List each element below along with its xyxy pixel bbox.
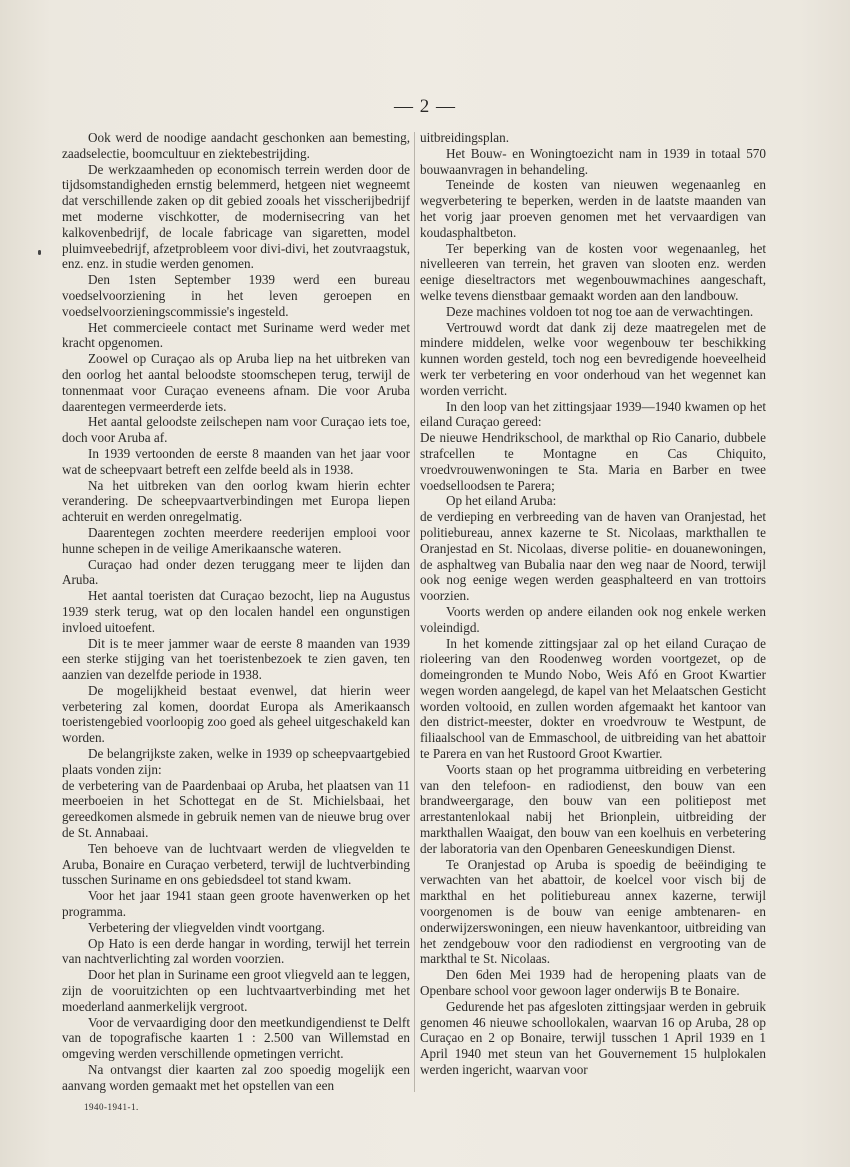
- paragraph: In 1939 vertoonden de eerste 8 maanden van het jaar voor wat de scheepvaart betreft een zelfde beeld als in 1938.: [62, 445, 410, 477]
- paragraph: Daarentegen zochten meerdere reederijen emplooi voor hunne schepen in de veilige Amerikaansche wateren.: [62, 524, 410, 556]
- paragraph: Ten behoeve van de luchtvaart werden de vliegvelden te Aruba, Bonaire en Curaçao verbeterd, terwijl de luchtverbinding tusschen Suriname en ons gebiedsdeel tot stand kwam.: [62, 840, 410, 888]
- paragraph: Den 1sten September 1939 werd een bureau voedselvoorziening in het leven geroepen en voedselvoorzieningscommissie's ingesteld.: [62, 272, 410, 319]
- paragraph: De nieuwe Hendrikschool, de markthal op Rio Canario, dubbele strafcellen te Montagne en Cas Chiquito, vroedvrouwenwoningen te Sta. Maria en Barber en twee voedselloodsen te Parera;: [420, 430, 766, 493]
- paragraph: Op Hato is een derde hangar in wording, terwijl het terrein van nachtverlichting zal worden voorzien.: [62, 935, 410, 967]
- paragraph: Ter beperking van de kosten voor wegenaanleg, het nivelleeren van terrein, het graven van slooten enz. werden eenige dieseltractors met wegenbouwmachines aangeschaft, welke tevens dienstbaar gemaakt worden aan den landbouw.: [420, 240, 766, 303]
- margin-mark: [38, 250, 41, 255]
- paragraph: Door het plan in Suriname een groot vliegveld aan te leggen, zijn de vooruitzichten op een luchtvaartverbinding met het moederland aanmerkelijk vergroot.: [62, 967, 410, 1014]
- paragraph: Zoowel op Curaçao als op Aruba liep na het uitbreken van den oorlog het aantal beloodste stoomschepen terug, terwijl de tonnenmaat voor Curaçao eveneens afnam. Die voor Aruba daarentegen vermeerderde iets.: [62, 351, 410, 414]
- paragraph: Op het eiland Aruba:: [446, 493, 557, 509]
- right-column: [420, 130, 766, 1078]
- paragraph: Het Bouw- en Woningtoezicht nam in 1939 in totaal 570 bouwaanvragen in behandeling.: [420, 145, 766, 177]
- paragraph: Het commercieele contact met Suriname werd weder met kracht opgenomen.: [62, 319, 410, 351]
- paragraph: In den loop van het zittingsjaar 1939—1940 kwamen op het eiland Curaçao gereed:: [420, 398, 766, 430]
- paragraph: In het komende zittingsjaar zal op het eiland Curaçao de rioleering van den Roodenweg worden voortgezet, op de domeingronden te Mundo Nobo, Weis Afó en Groot Kwartier wegen worden aangelegd, de kapel van het Melaatschen Gesticht worden voltooid, en zullen worden afgemaakt het kantoor van den district-meester, dokter en vroedvrouw te Westpunt, de filiaalschool van de Emmaschool, de uitbreiding van het abattoir te Parera en van het Rustoord Groot Kwartier.: [420, 635, 766, 762]
- paragraph: De mogelijkheid bestaat evenwel, dat hierin weer verbetering zal komen, doordat Europa als Amerikaansch toeristengebied voorloopig zoo goed als geheel uitgeschakeld kan worden.: [62, 682, 410, 746]
- paragraph: Ook werd de noodige aandacht geschonken aan bemesting, zaadselectie, boomcultuur en ziektebestrijding.: [62, 130, 410, 161]
- paragraph: Voor het jaar 1941 staan geen groote havenwerken op het programma.: [62, 888, 410, 920]
- paragraph: Dit is te meer jammer waar de eerste 8 maanden van 1939 een sterke stijging van het toeristenbezoek te zien gaven, ten aanzien van dezelfde periode in 1938.: [62, 635, 410, 683]
- paragraph: Verbetering der vliegvelden vindt voortgang.: [88, 919, 325, 935]
- paragraph: Teneinde de kosten van nieuwen wegenaanleg en wegverbetering te beperken, werden in de laatste maanden van het vorig jaar proeven genomen met het vervaardigen van koudasphaltbeton.: [420, 177, 766, 240]
- paragraph: Het aantal geloodste zeilschepen nam voor Curaçao iets toe, doch voor Aruba af.: [62, 414, 410, 446]
- column-divider: [414, 132, 415, 1092]
- footer-code: 1940-1941-1.: [84, 1102, 139, 1112]
- paragraph: Gedurende het pas afgesloten zittingsjaar werden in gebruik genomen 46 nieuwe schoollokalen, waarvan 16 op Aruba, 28 op Curaçao en 2 op Bonaire, terwijl tusschen 1 April 1939 en 1 April 1940 met steun van het Gouvernement 15 hulplokalen werden ingericht, waarvan voor: [420, 998, 766, 1078]
- paragraph: De werkzaamheden op economisch terrein werden door de tijdsomstandigheden ernstig belemmerd, hetgeen niet wegneemt dat verschillende zaken op dit gebied zooals het visscherijbedrijf met moderne vischkotter, de modernisecring van het kalkovenbedrijf, de locale fabricage van sigaretten, model pluimveebedrijf, afzetprobleem voor divi-divi, het zoutvraagstuk, enz. enz. in studie werden genomen.: [62, 161, 410, 272]
- paragraph: Na het uitbreken van den oorlog kwam hierin echter verandering. De scheepvaartverbindingen met Europa liepen achteruit en werden onregelmatig.: [62, 477, 410, 525]
- paragraph: Te Oranjestad op Aruba is spoedig de beëindiging te verwachten van het abattoir, de koelcel voor visch bij de markthal en het politiebureau annex kazerne, terwijl voorgenomen is de bouw van eenige ambtenaren- en onderwijzerswoningen, een nieuw havenkantoor, uitbreiding van het zendgebouw voor den radiodienst en vergrooting van de markthal te St. Nicolaas.: [420, 856, 766, 967]
- page-number: — 2 —: [394, 96, 456, 117]
- paragraph: De belangrijkste zaken, welke in 1939 op scheepvaartgebied plaats vonden zijn:: [62, 746, 410, 777]
- paragraph: Voorts werden op andere eilanden ook nog enkele werken voleindigd.: [420, 603, 766, 635]
- paragraph: Voorts staan op het programma uitbreiding en verbetering van den telefoon- en radiodienst, den bouw van een brandweergarage, den bouw van een politiepost met arrestantenlokaal nabij het Brionplein, uitbreiding der markthallen Waaigat, den bouw van een koelhuis en verbetering der laboratoria van den Openbaren Geneeskundigen Dienst.: [420, 761, 766, 856]
- paragraph: uitbreidingsplan.: [420, 130, 510, 145]
- paragraph: de verbetering van de Paardenbaai op Aruba, het plaatsen van 11 meerboeien in het Schottegat en de St. Michielsbaai, het gereedkomen alsmede in gebruik nemen van de nieuwe brug over de St. Annabaai.: [62, 777, 410, 841]
- paragraph: Het aantal toeristen dat Curaçao bezocht, liep na Augustus 1939 sterk terug, wat op den localen handel een ongunstigen invloed uitoefent.: [62, 588, 410, 635]
- paragraph: Den 6den Mei 1939 had de heropening plaats van de Openbare school voor gewoon lager onderwijs B te Bonaire.: [420, 967, 766, 999]
- paragraph: Curaçao had onder dezen teruggang meer te lijden dan Aruba.: [62, 556, 410, 588]
- paragraph: Deze machines voldoen tot nog toe aan de verwachtingen.: [446, 303, 754, 319]
- paragraph: Vertrouwd wordt dat dank zij deze maatregelen met de mindere middelen, welke voor wegenbouw ter beschikking kunnen worden gesteld, toch nog een bevredigende hoeveelheid werk ter verbetering en voor onderhoud van het wegennet kan worden verricht.: [420, 319, 766, 398]
- paragraph: de verdieping en verbreeding van de haven van Oranjestad, het politiebureau, annex kazerne te St. Nicolaas, markthallen te Oranjestad en St. Nicolaas, diverse politie- en douanewoningen, de asphaltweg van Bubalia naar den weg naar de Noord, terwijl ook nog eenige wegen werden geasphalteerd en van trottoirs voorzien.: [420, 509, 766, 604]
- paragraph: Na ontvangst dier kaarten zal zoo spoedig mogelijk een aanvang worden gemaakt met het opstellen van een: [62, 1062, 410, 1093]
- paragraph: Voor de vervaardiging door den meetkundigendienst te Delft van de topografische kaarten 1 : 2.500 van Willemstad en omgeving werden verschillende opmetingen verricht.: [62, 1014, 410, 1062]
- left-column: [62, 130, 410, 1094]
